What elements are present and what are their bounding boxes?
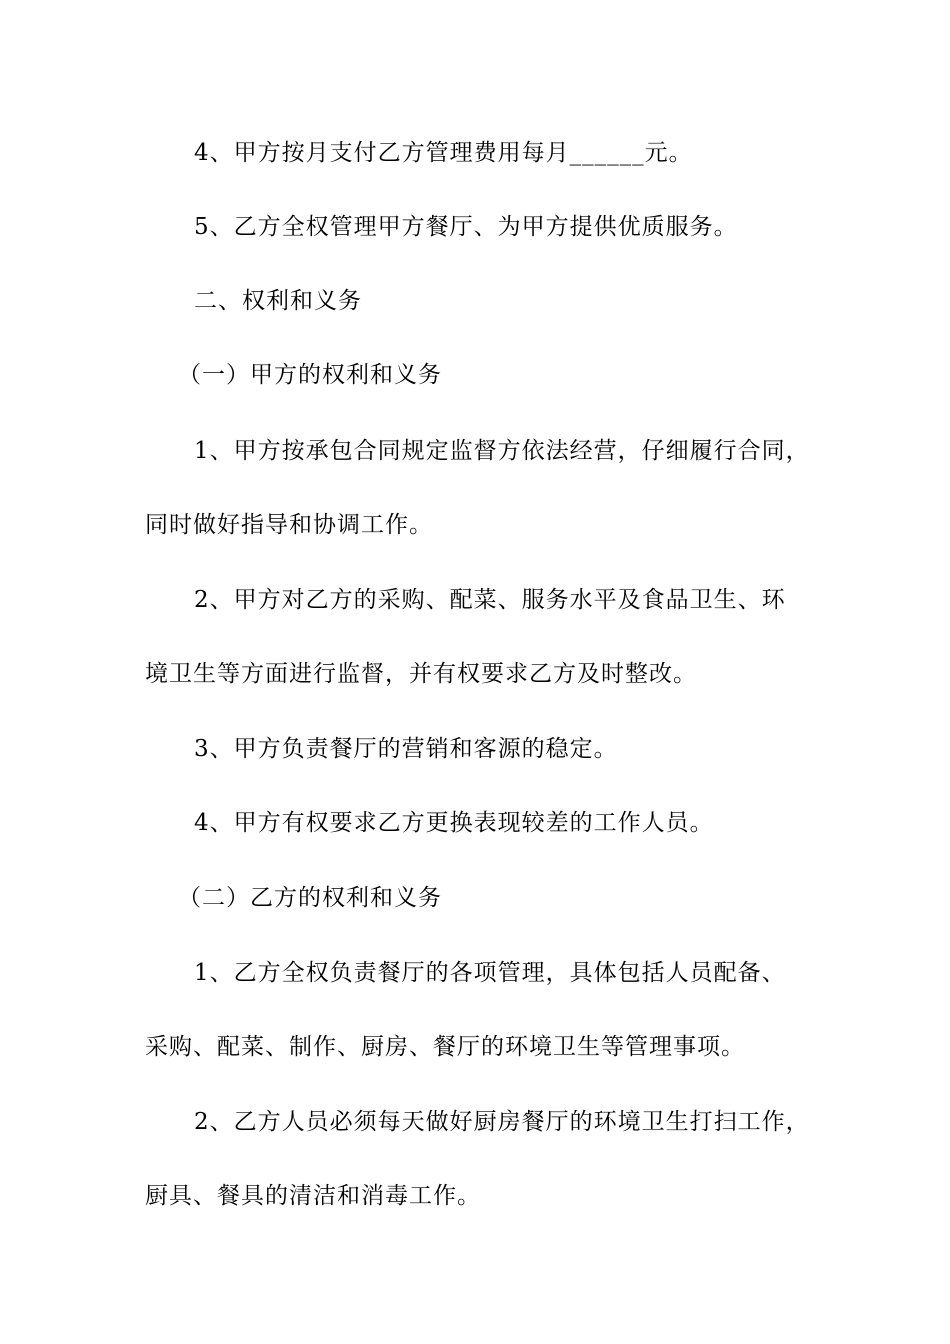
paragraph-a1-line1: 1、甲方按承包合同规定监督方依法经营，仔细履行合同， [194,438,810,464]
paragraph-b1-line1: 1、乙方全权负责餐厅的各项管理，具体包括人员配备、 [194,960,786,986]
paragraph-a3: 3、甲方负责餐厅的营销和客源的稳定。 [194,736,618,762]
paragraph-a4: 4、甲方有权要求乙方更换表现较差的工作人员。 [194,810,714,836]
paragraph-fee-clause: 4、甲方按月支付乙方管理费用每月______元。 [194,140,693,166]
subsection-heading-party-a: （一）甲方的权利和义务 [178,362,442,388]
paragraph-a1-line2: 同时做好指导和协调工作。 [145,512,433,538]
paragraph-b2-line2: 厨具、餐具的清洁和消毒工作。 [145,1183,481,1209]
paragraph-a2-line2: 境卫生等方面进行监督，并有权要求乙方及时整改。 [145,661,697,687]
section-heading-rights: 二、权利和义务 [194,288,362,314]
paragraph-b1-line2: 采购、配菜、制作、厨房、餐厅的环境卫生等管理事项。 [145,1034,745,1060]
paragraph-management-clause: 5、乙方全权管理甲方餐厅、为甲方提供优质服务。 [194,214,738,240]
paragraph-a2-line1: 2、甲方对乙方的采购、配菜、服务水平及食品卫生、环 [194,587,786,613]
paragraph-b2-line1: 2、乙方人员必须每天做好厨房餐厅的环境卫生打扫工作， [194,1109,810,1135]
subsection-heading-party-b: （二）乙方的权利和义务 [178,885,442,911]
